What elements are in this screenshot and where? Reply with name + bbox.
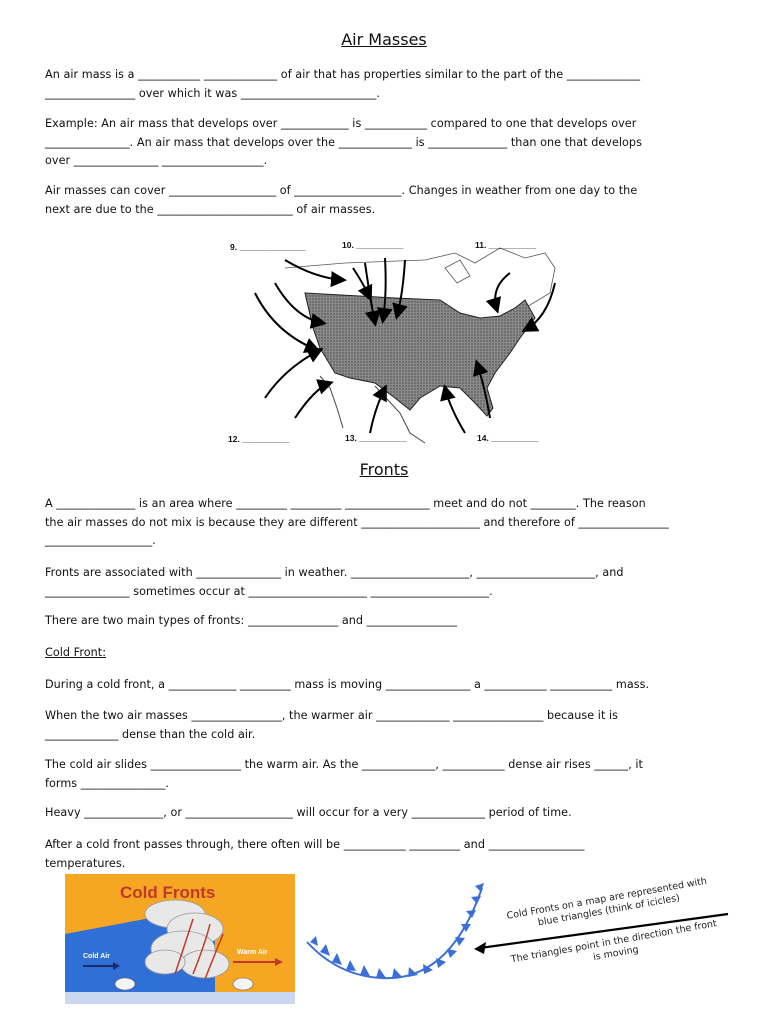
cold-front-note-text: Cold Fronts on a map are represented with blue triangles (think of icicles)	[505, 875, 708, 929]
paragraph-line: the air masses do not mix is because they are different _____________________ and therefore of ________________	[45, 515, 669, 529]
paragraph-line: There are two main types of fronts: ________________ and ________________	[45, 614, 457, 627]
front-types-paragraph	[45, 612, 725, 631]
map-label-14: 14. __________	[477, 433, 539, 443]
paragraph-line: Air masses can cover ___________________ of ___________________. Changes in weather from one day to the	[45, 184, 638, 197]
baja-outline	[320, 376, 343, 428]
cold-front-heading	[45, 644, 725, 663]
fronts-weather-paragraph	[45, 564, 725, 601]
paragraph-line: _______________. An air mass that develops over the _____________ is ______________ than one that develops	[45, 135, 642, 149]
cold-front-illustration	[65, 874, 295, 1004]
front-definition-paragraph	[45, 495, 725, 551]
map-label-11: 11. __________	[475, 240, 536, 250]
arrow	[495, 273, 510, 310]
lake-outline	[445, 260, 470, 283]
warm-air-label: Warm Air	[237, 949, 268, 956]
paragraph-line: The cold air slides ________________ the warm air. As the _____________, ___________ dense air rises ______, it	[45, 758, 643, 771]
ground-strip	[65, 992, 295, 1004]
cold-front-movement-paragraph	[45, 676, 725, 695]
paragraph-line: ___________________.	[45, 534, 156, 547]
map-label-13: 13. __________	[345, 433, 407, 443]
arrow	[285, 260, 343, 280]
front-triangles	[310, 883, 484, 978]
us-map-illustration	[225, 238, 587, 448]
arrow	[295, 383, 330, 418]
air-mass-definition-paragraph	[45, 66, 725, 103]
paragraph-line: An air mass is a ___________ _____________ of air that has properties similar to the part of the _____________	[45, 68, 641, 81]
us-air-mass-map	[225, 238, 587, 448]
cold-front-heading-text: Cold Front:	[45, 646, 107, 659]
air-mass-example-paragraph	[45, 115, 725, 171]
paragraph-line: Example: An air mass that develops over ____________ is ___________ compared to one that develops over	[45, 117, 637, 130]
cold-front-diagram	[65, 874, 295, 1004]
paragraph-line: _____________ dense than the cold air.	[45, 727, 256, 741]
arrow	[265, 350, 320, 398]
paragraph-line: forms _______________.	[45, 776, 170, 790]
paragraph-line: _______________ sometimes occur at _____________________ _____________________.	[45, 584, 493, 598]
front-line	[307, 888, 482, 978]
section-title-air-masses: Air Masses	[341, 30, 427, 49]
map-label-12: 12. __________	[228, 434, 290, 444]
air-mass-coverage-paragraph	[45, 182, 725, 219]
paragraph-line: ________________ over which it was ________________________.	[45, 86, 380, 100]
paragraph-line: When the two air masses ________________, the warmer air _____________ ________________ because it is	[45, 709, 619, 722]
map-label-9: 9. ______________	[230, 242, 306, 252]
arrow	[445, 388, 465, 433]
paragraph-line: next are due to the ________________________ of air masses.	[45, 202, 376, 216]
usa-landmass	[305, 293, 535, 416]
paragraph-line: over _______________ __________________.	[45, 154, 268, 167]
figure-title: Cold Fronts	[120, 883, 216, 902]
cold-front-map-symbol	[302, 880, 492, 990]
paragraph-line: A ______________ is an area where _________ _________ _______________ meet and do not ________. The reason	[45, 497, 646, 510]
arrow	[370, 388, 385, 433]
cold-front-symbol	[302, 880, 492, 990]
cold-air-label: Cold Air	[83, 953, 110, 960]
precipitation-paragraph	[45, 804, 725, 823]
paragraph-line: During a cold front, a ____________ _________ mass is moving _______________ a ___________ ___________ mass.	[45, 678, 650, 691]
cold-air-slides-paragraph	[45, 756, 725, 793]
paragraph-line: After a cold front passes through, there often will be ___________ _________ and _________________	[45, 838, 585, 851]
triangle-direction-note-text: The triangles point in the direction the front is moving	[510, 918, 718, 966]
paragraph-line: temperatures.	[45, 856, 126, 870]
after-cold-front-paragraph	[45, 836, 725, 873]
map-label-10: 10. __________	[342, 240, 404, 250]
paragraph-line: Heavy ______________, or ___________________ will occur for a very _____________ period of time.	[45, 806, 572, 819]
section-title-fronts: Fronts	[359, 460, 409, 479]
paragraph-line: Fronts are associated with _______________ in weather. _____________________, _____________________, and	[45, 566, 624, 579]
air-masses-meet-paragraph	[45, 707, 725, 744]
